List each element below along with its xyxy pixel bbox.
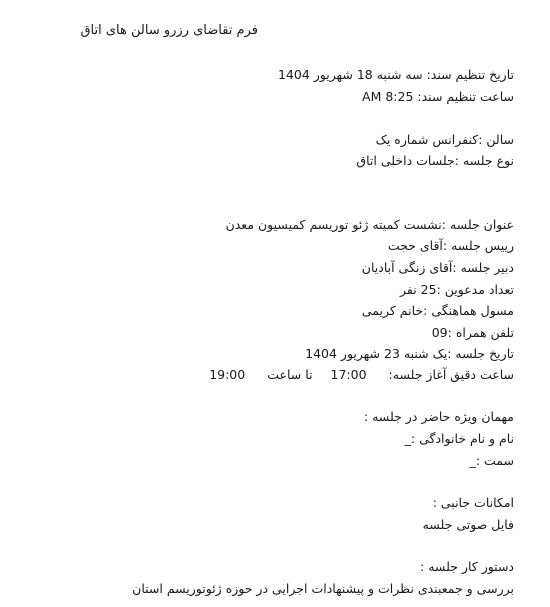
meeting-date: تاریخ جلسه :یک شنبه 23 شهریور 1404: [305, 346, 514, 361]
guests-heading: مهمان ویژه حاضر در جلسه :: [363, 409, 514, 424]
end-time-label: تا ساعت: [267, 367, 313, 382]
agenda-item: بررسی و جمعبندی نظرات و پیشنهادات اجرایی در حوزه ژئوتوریسم استان: [132, 581, 514, 596]
facilities-heading: امکانات جانبی :: [432, 495, 514, 510]
hall-name: سالن :کنفرانس شماره یک: [375, 132, 514, 147]
meeting-title: عنوان جلسه :نشست کمیته ژئو توریسم کمیسیون معدن: [225, 217, 514, 232]
issue-date: تاریخ تنظیم سند: سه شنبه 18 شهریور 1404: [277, 67, 514, 82]
meeting-chair: رییس جلسه :آقای حجت: [387, 238, 514, 253]
meeting-type: نوع جلسه :جلسات داخلی اتاق: [356, 153, 514, 168]
guest-name: نام و نام خانوادگی :_: [404, 431, 514, 446]
meeting-time-row: [209, 366, 514, 384]
end-time-value: 19:00: [209, 367, 246, 382]
coordinator: مسول هماهنگی :خانم کریمی: [361, 303, 514, 318]
invitee-count: تعداد مدعوین :25 نفر: [399, 282, 514, 297]
agenda-heading: دستور کار جلسه :: [420, 559, 514, 574]
facility-item: فایل صوتی جلسه: [422, 517, 514, 532]
meeting-secretary: دبیر جلسه :آقای زنگی آبادیان: [361, 260, 514, 275]
document-title: فرم تقاضای رزرو سالن های اتاق: [80, 23, 258, 38]
issue-time: ساعت تنظیم سند: 8:25 AM: [362, 89, 514, 104]
mobile-number: تلفن همراه :09: [431, 325, 514, 340]
guest-role: سمت :_: [469, 453, 514, 468]
start-time-label: ساعت دقیق آغاز جلسه:: [388, 367, 514, 382]
start-time-value: 17:00: [330, 367, 367, 382]
